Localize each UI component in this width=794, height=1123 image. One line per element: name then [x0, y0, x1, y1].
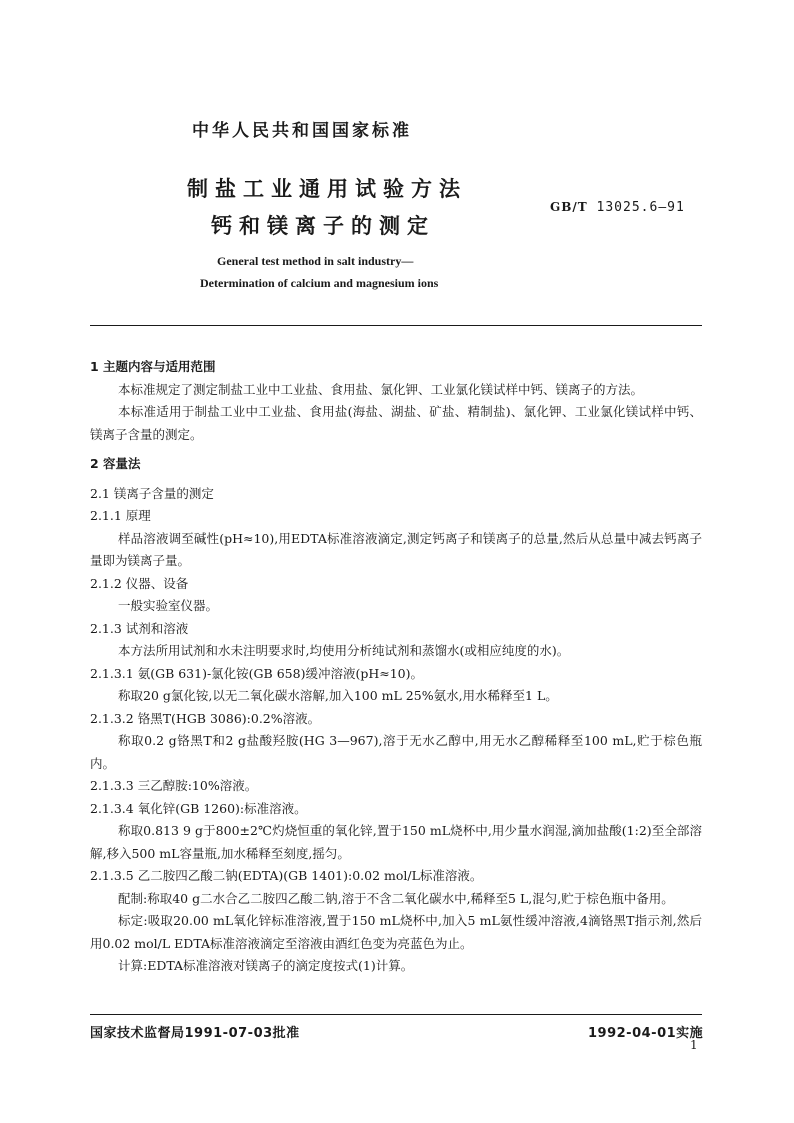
footer-divider — [90, 1014, 702, 1015]
subsection-heading: 2.1.1 原理 — [90, 508, 151, 523]
subsection-heading: 2.1.3 试剂和溶液 — [90, 620, 189, 636]
english-title-line1: General test method in salt industry— — [217, 254, 414, 268]
paragraph: 样品溶液调至碱性(pH≈10),用EDTA标准溶液滴定,测定钙离子和镁离子的总量,然后从总量中减去钙离子量即为镁离子量。 — [90, 530, 702, 568]
page-number: 1 — [690, 1038, 698, 1052]
implementation-date: 1992-04-01实施 — [588, 1026, 704, 1041]
paragraph: 标定:吸取20.00 mL氧化锌标准溶液,置于150 mL烧杯中,加入5 mL氨性缓冲溶液,4滴铬黑T指示剂,然后用0.02 mol/L EDTA标准溶液滴定至溶液由酒红色变为亮蓝色为止。 — [90, 913, 702, 951]
paragraph: 本标准适用于制盐工业中工业盐、食用盐(海盐、湖盐、矿盐、精制盐)、氯化钾、工业氯化镁试样中钙、镁离子含量的测定。 — [90, 404, 702, 442]
standard-number-value: 13025.6—91 — [596, 200, 685, 215]
paragraph: 一般实验室仪器。 — [118, 598, 219, 613]
header-divider — [90, 325, 702, 326]
document-body — [90, 356, 702, 978]
subsection-heading: 2.1 镁离子含量的测定 — [90, 485, 214, 501]
paragraph: 计算:EDTA标准溶液对镁离子的滴定度按式(1)计算。 — [118, 958, 414, 973]
section-heading: 1 主题内容与适用范围 — [90, 359, 216, 374]
paragraph: 本方法所用试剂和水未注明要求时,均使用分析纯试剂和蒸馏水(或相应纯度的水)。 — [118, 643, 570, 658]
paragraph: 配制:称取40 g二水合乙二胺四乙酸二钠,溶于不含二氧化碳水中,稀释至5 L,混匀,贮于棕色瓶中备用。 — [118, 890, 674, 906]
document-title-line1: 制盐工业通用试验方法 — [187, 177, 467, 201]
paragraph: 称取20 g氯化铵,以无二氧化碳水溶解,加入100 mL 25%氨水,用水稀释至1 L。 — [118, 688, 558, 703]
paragraph: 称取0.2 g铬黑T和2 g盐酸羟胺(HG 3—967),溶于无水乙醇中,用无水乙醇稀释至100 mL,贮于棕色瓶内。 — [90, 733, 702, 771]
subsection-heading: 2.1.3.4 氧化锌(GB 1260):标准溶液。 — [90, 800, 307, 816]
standard-number-prefix: GB/T — [550, 200, 588, 214]
standard-category-text: 中华人民共和国国家标准 — [192, 121, 412, 141]
standard-number — [550, 200, 685, 215]
paragraph: 本标准规定了测定制盐工业中工业盐、食用盐、氯化钾、工业氯化镁试样中钙、镁离子的方法。 — [118, 381, 644, 397]
english-title-line2: Determination of calcium and magnesium ions — [200, 276, 439, 290]
standard-category-title — [0, 116, 794, 141]
document-title-line2: 钙和镁离子的测定 — [211, 214, 435, 238]
subsection-heading: 2.1.3.5 乙二胺四乙酸二钠(EDTA)(GB 1401):0.02 mol/L标准溶液。 — [90, 868, 483, 883]
subsection-heading: 2.1.3.3 三乙醇胺:10%溶液。 — [90, 778, 258, 793]
subsection-heading: 2.1.3.2 铬黑T(HGB 3086):0.2%溶液。 — [90, 710, 321, 726]
paragraph: 称取0.813 9 g于800±2℃灼烧恒重的氧化锌,置于150 mL烧杯中,用少量水润湿,滴加盐酸(1:2)至全部溶解,移入500 mL容量瓶,加水稀释至刻度,摇匀。 — [90, 823, 702, 861]
subsection-heading: 2.1.3.1 氨(GB 631)-氯化铵(GB 658)缓冲溶液(pH≈10)。 — [90, 665, 423, 681]
subsection-heading: 2.1.2 仪器、设备 — [90, 575, 189, 591]
section-heading: 2 容量法 — [90, 456, 141, 471]
approval-date: 国家技术监督局1991-07-03批准 — [90, 1026, 300, 1041]
